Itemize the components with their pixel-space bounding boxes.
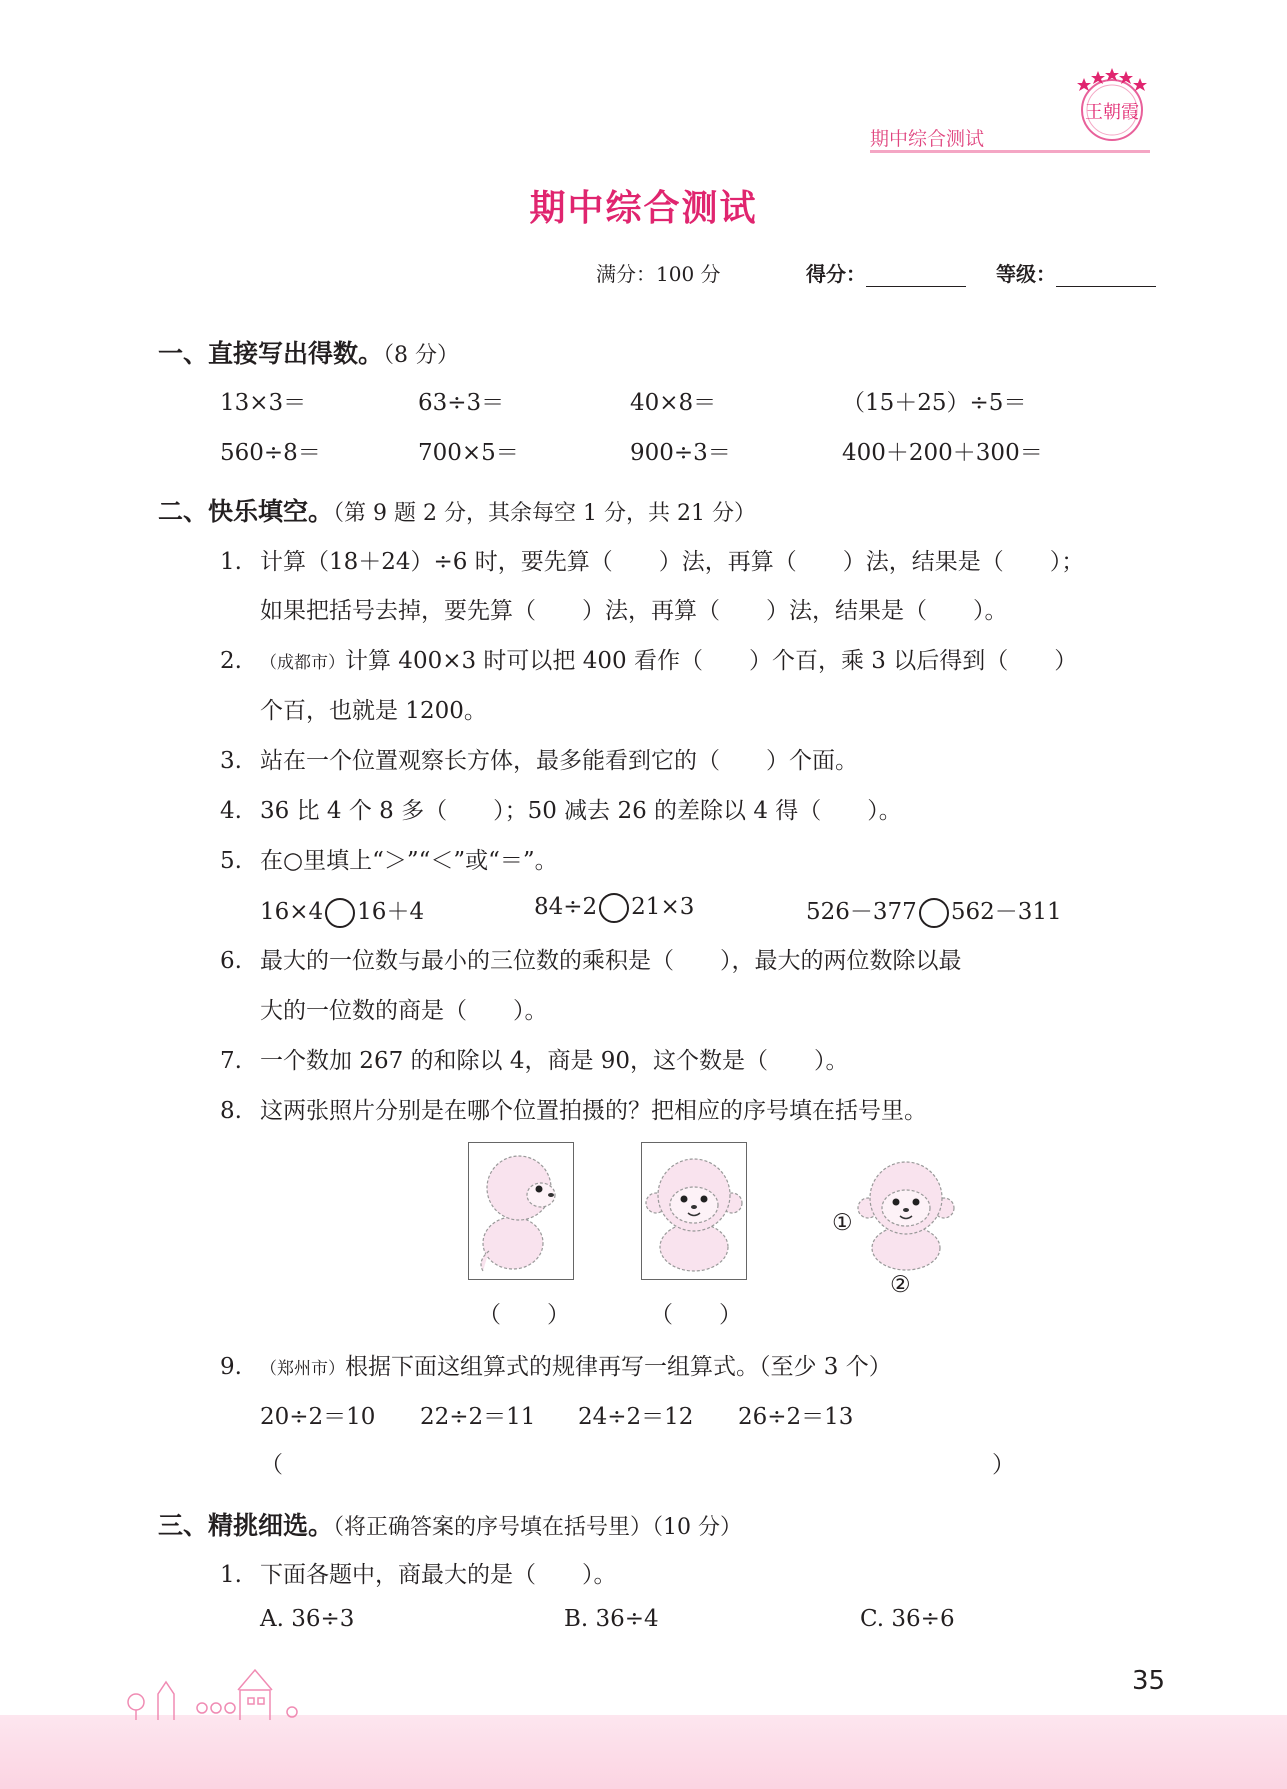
section1-heading: 一、直接写出得数。（8 分） bbox=[158, 339, 460, 368]
question-2-1: 1. 计算（18＋24）÷6 时，要先算（ ）法，再算（ ）法，结果是（ ）； bbox=[220, 549, 1085, 575]
header-divider bbox=[870, 150, 1150, 153]
position-marker-1: ① bbox=[832, 1210, 853, 1236]
answer-close-paren: ） bbox=[992, 1452, 1015, 1478]
house-doodle-icon bbox=[120, 1648, 300, 1720]
compare-item: 526－377 562－311 bbox=[806, 893, 1062, 928]
section2-heading: 二、快乐填空。（第 9 题 2 分，其余每空 1 分，共 21 分） bbox=[158, 497, 756, 526]
page-title: 期中综合测试 bbox=[529, 188, 758, 229]
calc-item: 700×5＝ bbox=[418, 440, 519, 466]
compare-circle[interactable] bbox=[325, 898, 355, 928]
compare-item: 16×4 16＋4 bbox=[260, 893, 424, 928]
calc-item: 13×3＝ bbox=[220, 390, 307, 416]
monkey-top-icon bbox=[846, 1142, 966, 1282]
calc-item: 400＋200＋300＝ bbox=[842, 440, 1043, 466]
answer-blank-photo-1[interactable]: （ ） bbox=[478, 1302, 570, 1328]
pattern-equation: 24÷2＝12 bbox=[578, 1404, 694, 1430]
question-3-1: 1. 下面各题中，商最大的是（ ）。 bbox=[220, 1562, 617, 1588]
answer-open-paren[interactable]: （ bbox=[260, 1452, 283, 1478]
monkey-side-icon bbox=[469, 1143, 573, 1279]
question-2-5: 5. 在○里填上“＞”“＜”或“＝”。 bbox=[220, 848, 558, 874]
pattern-equation: 22÷2＝11 bbox=[420, 1404, 536, 1430]
calc-item: 40×8＝ bbox=[630, 390, 717, 416]
grade-field: 等级： bbox=[996, 258, 1156, 287]
pattern-equation: 20÷2＝10 bbox=[260, 1404, 376, 1430]
question-2-6: 6. 最大的一位数与最小的三位数的乘积是（ ），最大的两位数除以最 bbox=[220, 948, 962, 974]
compare-item: 84÷2 21×3 bbox=[534, 893, 694, 923]
compare-circle[interactable] bbox=[599, 893, 629, 923]
footer-band bbox=[0, 1715, 1287, 1789]
calc-item: 63÷3＝ bbox=[418, 390, 505, 416]
score-blank[interactable] bbox=[866, 264, 966, 287]
option-c: C. 36÷6 bbox=[860, 1606, 955, 1632]
question-2-2: 2. （成都市）计算 400×3 时可以把 400 看作（ ）个百，乘 3 以后得到（ ） bbox=[220, 648, 1078, 674]
question-2-2-cont: 个百，也就是 1200。 bbox=[260, 698, 487, 724]
question-2-3: 3. 站在一个位置观察长方体，最多能看到它的（ ）个面。 bbox=[220, 748, 858, 774]
photo-front-view bbox=[641, 1142, 747, 1280]
svg-text:王朝霞: 王朝霞 bbox=[1085, 102, 1139, 123]
calc-item: （15＋25）÷5＝ bbox=[842, 390, 1027, 416]
question-2-4: 4. 36 比 4 个 8 多（ ）；50 减去 26 的差除以 4 得（ ）。 bbox=[220, 798, 902, 824]
section3-heading: 三、精挑细选。（将正确答案的序号填在括号里）（10 分） bbox=[158, 1511, 743, 1540]
pattern-equation: 26÷2＝13 bbox=[738, 1404, 854, 1430]
question-2-8: 8. 这两张照片分别是在哪个位置拍摄的？把相应的序号填在括号里。 bbox=[220, 1098, 927, 1124]
header-tab: 期中综合测试 bbox=[870, 128, 985, 150]
calc-item: 560÷8＝ bbox=[220, 440, 321, 466]
calc-item: 900÷3＝ bbox=[630, 440, 731, 466]
score-field: 得分： bbox=[806, 258, 966, 287]
question-2-6-cont: 大的一位数的商是（ ）。 bbox=[260, 998, 548, 1024]
grade-blank[interactable] bbox=[1056, 264, 1156, 287]
answer-blank-photo-2[interactable]: （ ） bbox=[650, 1302, 742, 1328]
page-number: 35 bbox=[1132, 1666, 1166, 1696]
logo-seal-icon bbox=[1072, 66, 1152, 146]
position-marker-2: ② bbox=[890, 1272, 911, 1298]
question-2-1-cont: 如果把括号去掉，要先算（ ）法，再算（ ）法，结果是（ ）。 bbox=[260, 598, 1008, 624]
full-score: 满分：100 分 bbox=[596, 262, 721, 286]
photo-side-view bbox=[468, 1142, 574, 1280]
option-a: A. 36÷3 bbox=[260, 1606, 355, 1632]
question-2-7: 7. 一个数加 267 的和除以 4，商是 90，这个数是（ ）。 bbox=[220, 1048, 849, 1074]
compare-circle[interactable] bbox=[919, 898, 949, 928]
question-2-9: 9. （郑州市）根据下面这组算式的规律再写一组算式。（至少 3 个） bbox=[220, 1354, 892, 1380]
monkey-position-diagram bbox=[846, 1142, 966, 1282]
monkey-front-icon bbox=[642, 1143, 746, 1279]
option-b: B. 36÷4 bbox=[564, 1606, 659, 1632]
